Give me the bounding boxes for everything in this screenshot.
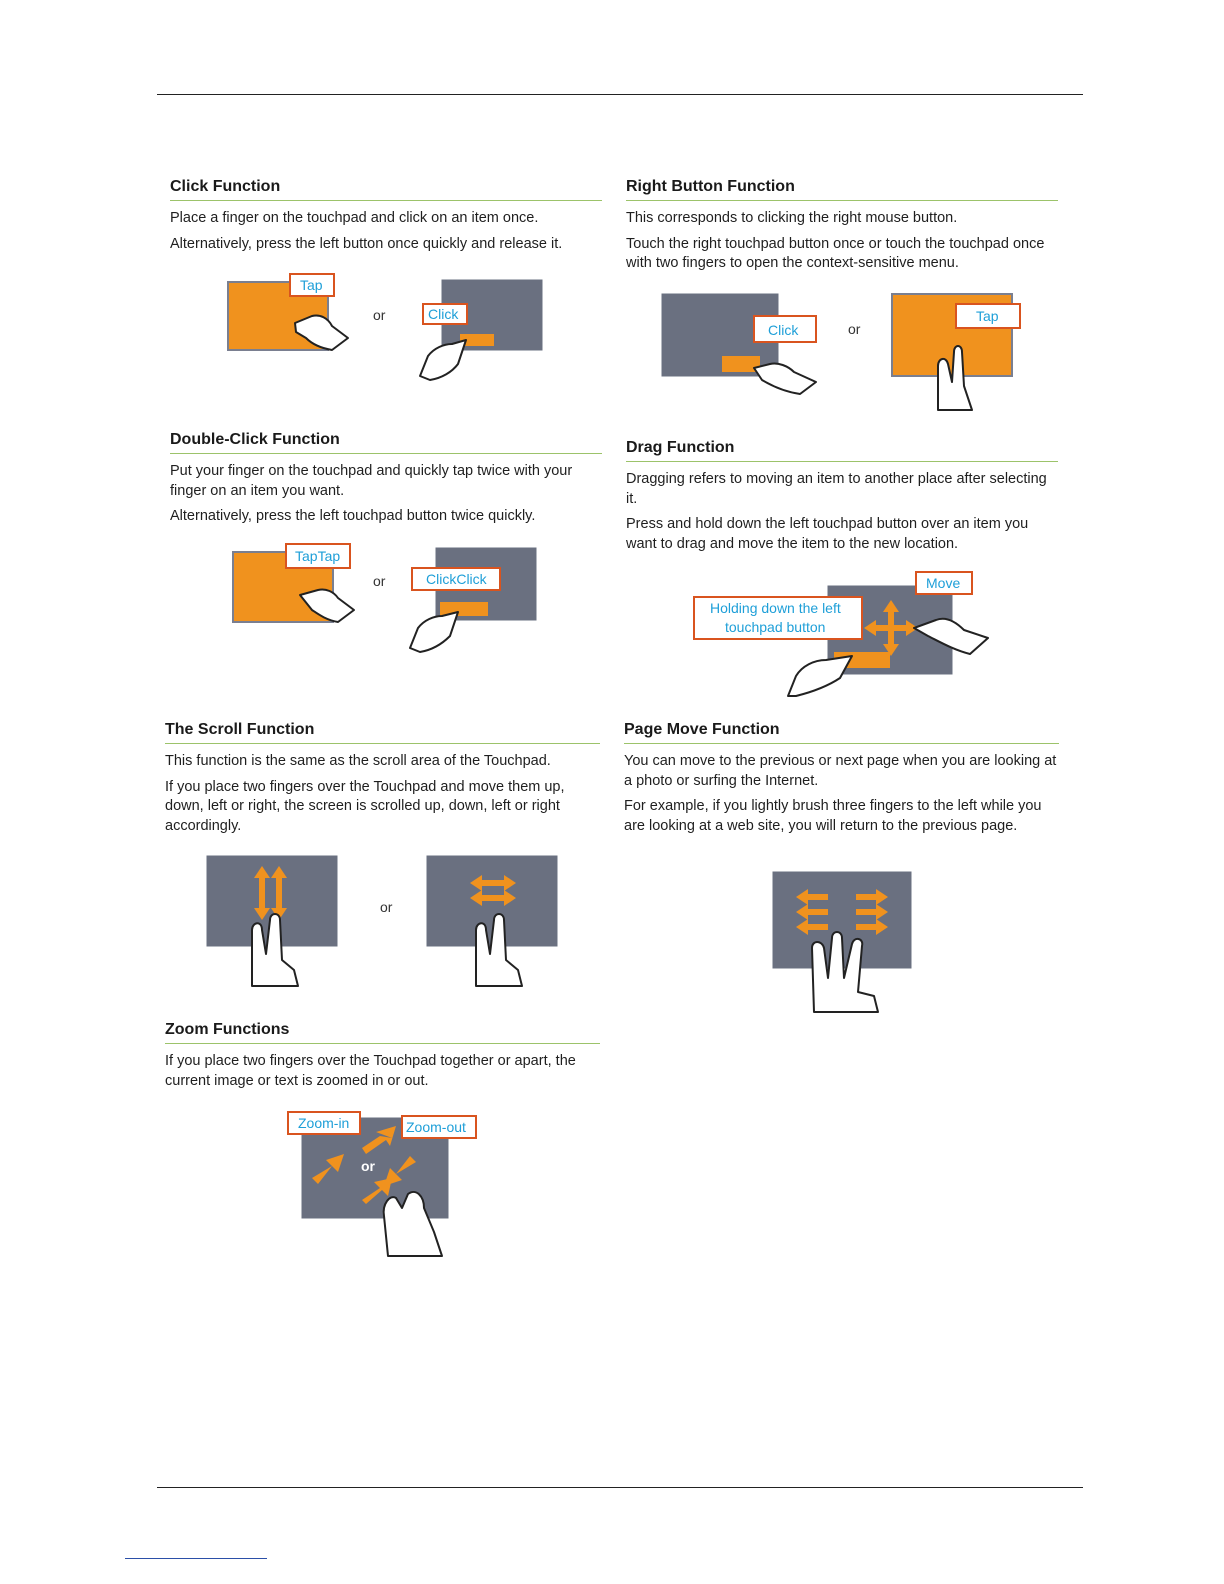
right-button-figure — [660, 290, 1020, 415]
or-label: or — [380, 899, 393, 915]
page-move-text-2: For example, if you lightly brush three fingers to the left while you are looking at a web site, you will return to the previous page. — [624, 798, 1042, 834]
hand-icon — [410, 612, 458, 652]
zoom-functions-title: Zoom Functions — [165, 1021, 600, 1044]
right-button-section — [626, 178, 1058, 274]
page-move-section — [624, 721, 1059, 836]
hand-icon — [420, 340, 466, 380]
scroll-function-figure — [200, 850, 565, 990]
double-click-figure — [228, 540, 548, 655]
callout-zoom-out: Zoom-out — [406, 1119, 466, 1135]
click-function-figure — [220, 268, 560, 386]
click-function-title: Click Function — [170, 178, 602, 201]
double-click-title: Double-Click Function — [170, 431, 602, 454]
callout-taptap: TapTap — [295, 548, 341, 564]
right-arrows-icon — [856, 889, 888, 935]
hand-icon — [788, 656, 852, 696]
or-label: or — [373, 573, 386, 589]
callout-click: Click — [428, 306, 459, 322]
header-rule — [157, 94, 1083, 95]
callout-tap: Tap — [976, 308, 999, 324]
click-function-text-2: Alternatively, press the left button once quickly and release it. — [170, 235, 563, 252]
or-label: or — [373, 307, 386, 323]
callout-zoom-in: Zoom-in — [298, 1115, 350, 1131]
footer-rule — [157, 1487, 1083, 1488]
hand-icon — [754, 363, 816, 394]
double-click-text-1: Put your finger on the touchpad and quickly tap twice with your finger on an item you want. — [170, 463, 573, 499]
drag-function-figure — [692, 568, 992, 700]
scroll-function-text-1: This function is the same as the scroll area of the Touchpad. — [165, 753, 551, 769]
drag-function-title: Drag Function — [626, 439, 1058, 462]
callout-clickclick: ClickClick — [426, 571, 487, 587]
or-label: or — [361, 1158, 375, 1174]
double-click-section — [170, 431, 602, 527]
scroll-function-title: The Scroll Function — [165, 721, 600, 744]
left-arrows-icon — [796, 889, 828, 935]
footnote-separator — [125, 1558, 267, 1559]
drag-function-text-1: Dragging refers to moving an item to another place after selecting it. — [626, 471, 1047, 507]
callout-click: Click — [768, 322, 799, 338]
scroll-function-text-2: If you place two fingers over the Touchpad and move them up, down, left or right, the screen is scrolled up, down, left or right accordingly. — [165, 778, 565, 834]
zoom-functions-figure — [284, 1108, 480, 1260]
callout-tap: Tap — [300, 277, 323, 293]
right-button-text-1: This corresponds to clicking the right mouse button. — [626, 210, 958, 226]
click-function-text-1: Place a finger on the touchpad and click on an item once. — [170, 210, 539, 226]
drag-function-text-2: Press and hold down the left touchpad button over an item you want to drag and move the item to the new location. — [626, 516, 1029, 552]
drag-function-section — [626, 439, 1058, 554]
page-move-title: Page Move Function — [624, 721, 1059, 744]
zoom-functions-section — [165, 1021, 600, 1091]
or-label: or — [848, 321, 861, 337]
zoom-functions-text-1: If you place two fingers over the Touchpad together or apart, the current image or text is zoomed in or out. — [165, 1053, 576, 1089]
page-move-figure — [768, 868, 918, 1018]
page-move-text-1: You can move to the previous or next page when you are looking at a photo or surfing the Internet. — [624, 753, 1057, 789]
callout-holding-line-1: Holding down the left — [710, 600, 841, 616]
right-button-text-2: Touch the right touchpad button once or touch the touchpad once with two fingers to open the context-sensitive menu. — [626, 235, 1045, 271]
scroll-function-section — [165, 721, 600, 836]
click-function-section — [170, 178, 602, 254]
callout-holding-line-2: touchpad button — [725, 619, 826, 635]
right-button-title: Right Button Function — [626, 178, 1058, 201]
callout-move: Move — [926, 575, 961, 591]
double-click-text-2: Alternatively, press the left touchpad button twice quickly. — [170, 508, 536, 524]
